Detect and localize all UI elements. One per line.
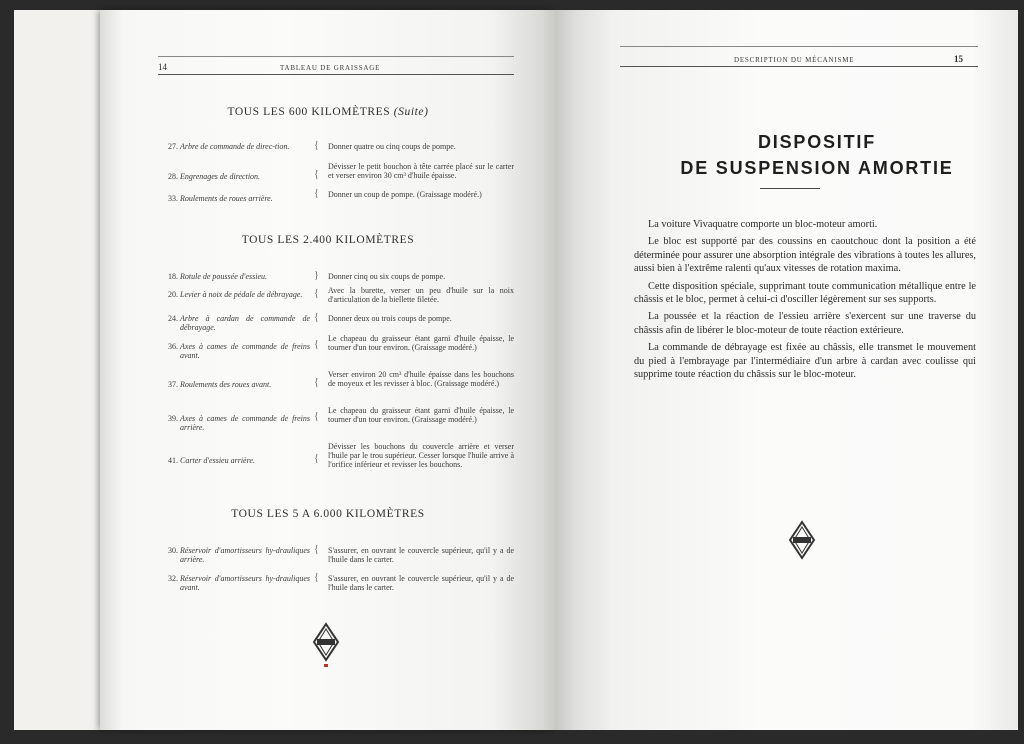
renault-diamond-logo [788, 520, 816, 562]
entry-instruction: Donner un coup de pompe. (Graissage modéré.) [328, 190, 482, 199]
section-heading [100, 234, 556, 246]
entry-number: 30. [168, 546, 178, 555]
entry-instruction: Donner quatre ou cinq coups de pompe. [328, 142, 456, 151]
entry-number: 39. [168, 414, 178, 423]
paragraph: La poussée et la réaction de l'essieu arrière s'exercent sur une traverse du châssis afin de libérer le bloc-moteur de toute réaction extérieure. [634, 311, 976, 336]
brace-mark: { [314, 544, 319, 555]
lube-entry [158, 190, 514, 220]
entry-item: Arbre à cardan de commande de débrayage. [180, 314, 310, 332]
section-heading-suffix: (Suite) [393, 106, 429, 118]
paragraph: La commande de débrayage est fixée au châssis, elle transmet le mouvement du pied à l'embrayage par l'intermédiaire d'un arbre à cardan avec coulisse qui supprime toute réaction du châssis sur le bloc-moteur. [634, 342, 976, 381]
paragraph: La voiture Vivaquatre comporte un bloc-moteur amorti. [648, 219, 878, 230]
entry-instruction: Dévisser le petit bouchon à tête carrée placé sur le carter et verser environ 30 cm³ d'huile épaisse. [328, 162, 514, 180]
entry-number: 28. [168, 172, 178, 181]
body-text [634, 218, 976, 385]
brace-mark: { [314, 339, 319, 350]
entry-number: 33. [168, 194, 178, 203]
entry-number: 18. [168, 272, 178, 281]
lube-entry [158, 370, 514, 400]
lube-entry [158, 406, 514, 436]
entry-item: Carter d'essieu arrière. [180, 456, 255, 465]
paragraph: Cette disposition spéciale, supprimant toute communication métallique entre le châssis et le bloc, permet à celui-ci d'osciller légèrement sur ses supports. [634, 280, 976, 306]
page-title-line1: DISPOSITIF [757, 132, 876, 152]
lube-entry [158, 442, 514, 472]
header-rule [620, 66, 978, 67]
brace-mark: { [314, 411, 319, 422]
entry-item: Arbre de commande de direc-tion. [180, 142, 290, 151]
running-head: TABLEAU DE GRAISSAGE [280, 64, 381, 72]
top-rule [158, 56, 514, 57]
entry-number: 37. [168, 380, 178, 389]
top-rule [620, 46, 978, 47]
book-spread [14, 10, 1018, 730]
entry-item: Engrenages de direction. [180, 172, 261, 181]
brace-mark: { [314, 140, 319, 151]
brace-mark: } [314, 270, 319, 281]
entry-instruction: Le chapeau du graisseur étant garni d'huile épaisse, le tourner d'un tour environ. (Graissage modéré.) [328, 406, 514, 424]
entry-instruction: Verser environ 20 cm³ d'huile épaisse dans les bouchons de moyeux et les revisser à bloc. (Graissage modéré.) [328, 370, 514, 388]
entry-number: 20. [168, 290, 178, 299]
title-rule [760, 188, 820, 189]
brace-mark: { [314, 572, 319, 583]
page-number: 14 [158, 62, 167, 72]
section-heading-text: TOUS LES 5 A 6.000 KILOMÈTRES [231, 508, 425, 520]
paragraph: Le bloc est supporté par des coussins en caoutchouc dont la position a été déterminée pour assurer une absorption intégrale des vibrations à toutes les allures, aussi bien à l'extrême ralenti qu'aux vitesses de rotation maxima. [634, 236, 976, 275]
lube-entry [158, 574, 514, 604]
brace-mark: { [314, 453, 319, 464]
lube-entry [158, 546, 514, 576]
entry-instruction: S'assurer, en ouvrant le couvercle supérieur, qu'il y a de l'huile dans le carter. [328, 546, 514, 564]
header-rule [158, 74, 514, 75]
running-head: DESCRIPTION DU MÉCANISME [734, 56, 855, 64]
entry-item: Roulements de roues arrière. [180, 194, 273, 203]
entry-number: 36. [168, 342, 178, 351]
entry-item: Axes à cames de commande de freins arrière. [180, 414, 310, 432]
page-number: 15 [954, 54, 963, 64]
entry-item: Rotule de poussée d'essieu. [180, 272, 268, 281]
right-page [556, 10, 1018, 730]
renault-diamond-logo [312, 622, 340, 668]
section-heading [100, 106, 556, 118]
entry-number: 27. [168, 142, 178, 151]
entry-item: Levier à noix de pédale de débrayage. [180, 290, 303, 299]
brace-mark: { [314, 312, 319, 323]
brace-mark: { [314, 169, 319, 180]
entry-instruction: Dévisser les bouchons du couvercle arrière et verser l'huile par le trou supérieur. Cesser lorsque l'huile arrive à l'orifice inférieur et revisser les bouchons. [328, 442, 514, 469]
lube-entry [158, 334, 514, 364]
left-page [100, 10, 556, 730]
section-heading-text: TOUS LES 2.400 KILOMÈTRES [241, 234, 415, 246]
entry-number: 24. [168, 314, 178, 323]
lube-entry [158, 162, 514, 192]
entry-item: Réservoir d'amortisseurs hy-drauliques avant. [180, 574, 310, 592]
brace-mark: { [314, 188, 319, 199]
entry-instruction: Donner deux ou trois coups de pompe. [328, 314, 452, 323]
entry-instruction: Donner cinq ou six coups de pompe. [328, 272, 446, 281]
entry-item: Réservoir d'amortisseurs hy-drauliques arrière. [180, 546, 310, 564]
brace-mark: { [314, 288, 319, 299]
entry-instruction: Avec la burette, verser un peu d'huile sur la noix d'articulation de la biellette filetée. [328, 286, 514, 304]
lube-entry [158, 286, 514, 316]
entry-item: Roulements des roues avant. [180, 380, 272, 389]
brace-mark: { [314, 377, 319, 388]
section-heading [100, 508, 556, 520]
entry-number: 32. [168, 574, 178, 583]
entry-instruction: Le chapeau du graisseur étant garni d'huile épaisse, le tourner d'un tour environ. (Graissage modéré.) [328, 334, 514, 352]
entry-number: 41. [168, 456, 178, 465]
entry-item: Axes à cames de commande de freins avant. [180, 342, 310, 360]
entry-instruction: S'assurer, en ouvrant le couvercle supérieur, qu'il y a de l'huile dans le carter. [328, 574, 514, 592]
page-title-line2: DE SUSPENSION AMORTIE [680, 158, 954, 178]
section-heading-text: TOUS LES 600 KILOMÈTRES [227, 106, 391, 118]
